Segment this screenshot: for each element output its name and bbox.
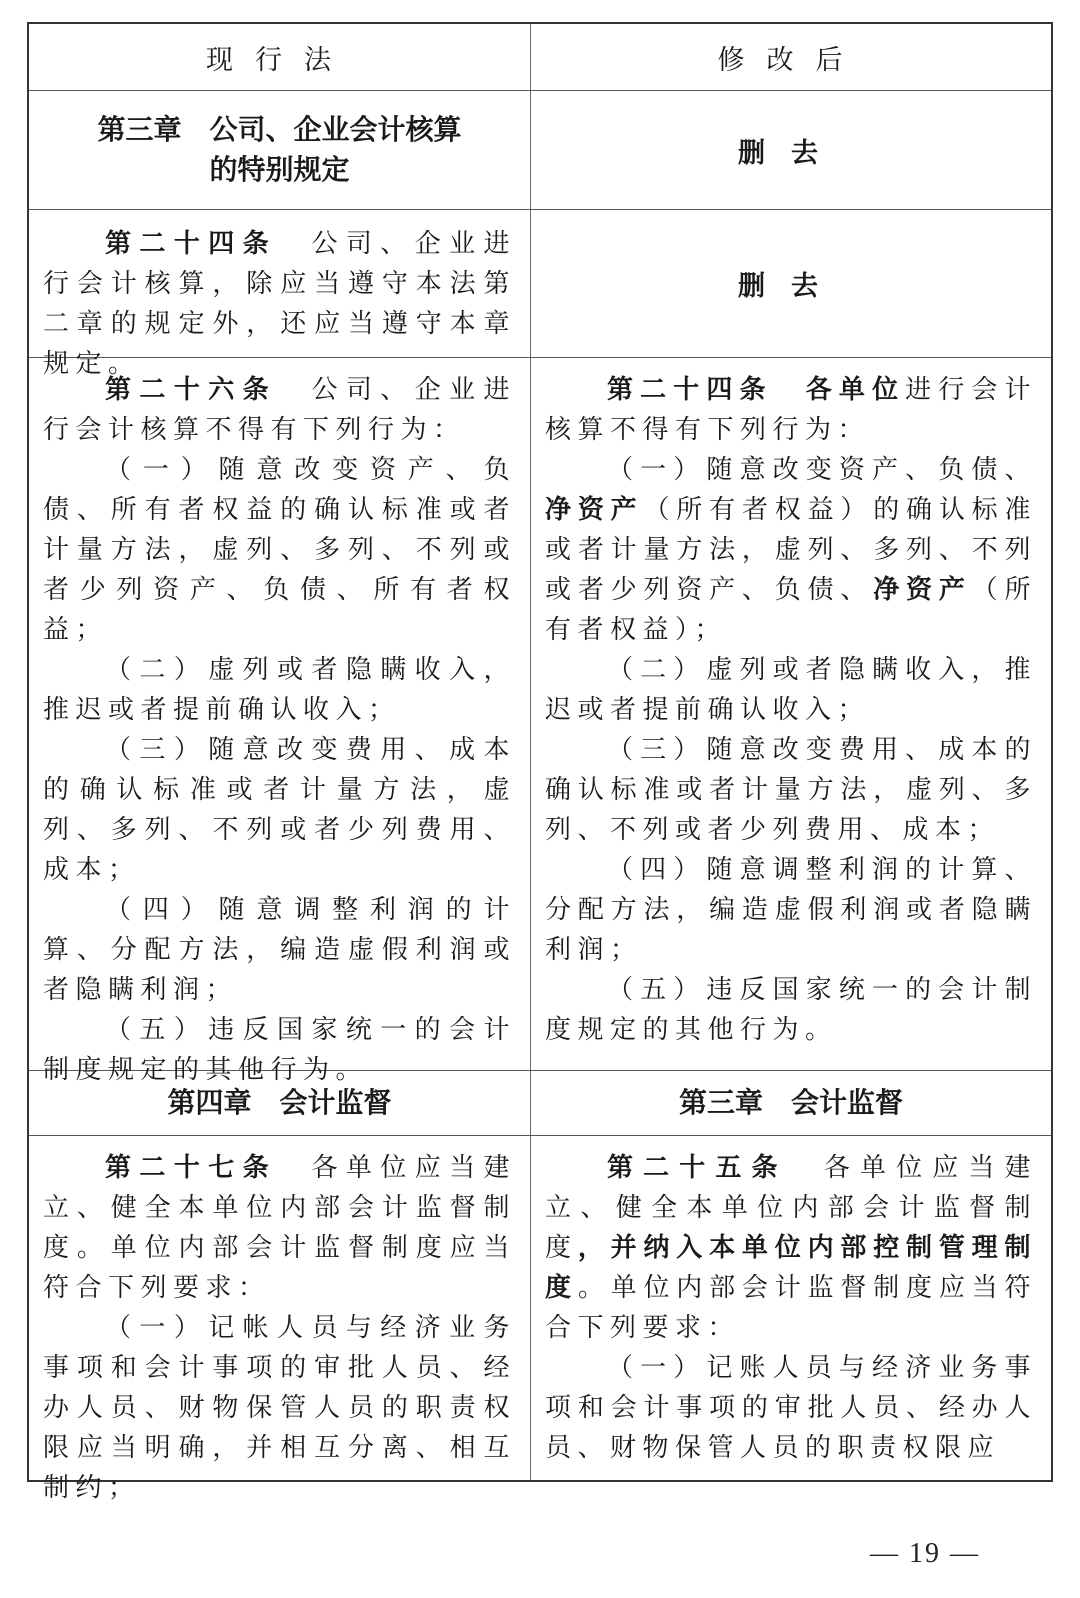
list-item: （五）违反国家统一的会计制度规定的其他行为。 (545, 975, 1037, 1045)
list-item: （二）虚列或者隐瞒收入，推迟或者提前确认收入； (545, 655, 1037, 725)
row-chapter-supervision (29, 1070, 1051, 1135)
article27-current: 第二十七条 各单位应当建立、健全本单位内部会计监督制度。单位内部会计监督制度应当符合下列要求： （一）记帐人员与经济业务事项和会计事项的审批人员、经办人员、财物保管人员的职责权限应当明确，并相互分离、相互制约； (29, 1136, 531, 1480)
row-chapter3 (29, 90, 1051, 209)
chapter4-title: 第四章 会计监督 (29, 1071, 531, 1135)
list-item: （五）违反国家统一的会计制度规定的其他行为。 (43, 1015, 517, 1085)
header-amended: 修改后 (717, 44, 865, 76)
chapter3-new-title: 第三章 会计监督 (679, 1086, 904, 1119)
list-item: （三）随意改变费用、成本的确认标准或者计量方法，虚列、多列、不列或者少列费用、成本； (43, 735, 517, 885)
header-current-law: 现行法 (29, 24, 531, 90)
row-article27 (29, 1135, 1051, 1503)
list-item: （四）随意调整利润的计算、分配方法，编造虚假利润或者隐瞒利润； (43, 895, 517, 1005)
comparison-table (27, 22, 1053, 1503)
article25-amended: 第二十五条 各单位应当建立、健全本单位内部会计监督制度，并纳入本单位内部控制管理制度。单位内部会计监督制度应当符合下列要求： （一）记账人员与经济业务事项和会计事项的审批人员、经办人员、财物保管人员的职责权限应 (531, 1136, 1051, 1480)
chapter3-deleted: 删去 (738, 137, 844, 169)
chapter3-title: 第三章 公司、企业会计核算 的特别规定 (29, 91, 531, 209)
list-item: （一）随意改变资产、负债、净资产（所有者权益）的确认标准或者计量方法，虚列、多列、不列或者少列资产、负债、净资产（所有者权益）； (545, 455, 1037, 645)
table-header-row (29, 24, 1051, 90)
list-item: （二）虚列或者隐瞒收入，推迟或者提前确认收入； (43, 655, 517, 725)
article26-current: 第二十六条 公司、企业进行会计核算不得有下列行为： （一）随意改变资产、负债、所有者权益的确认标准或者计量方法，虚列、多列、不列或者少列资产、负债、所有者权益； （二）虚列或者隐瞒收入，推迟或者提前确认收入； （三）随意改变费用、成本的确认标准或者计量方法，虚列、多列、不列或者少列费用、成本； （四）随意调整利润的计算、分配方法，编造虚假利润或者隐瞒利润； （五）违反国家统一的会计制度规定的其他行为。 (29, 358, 531, 1070)
article24-old-deleted: 删去 (738, 271, 844, 302)
article24-old-text: 第二十四条 公司、企业进行会计核算，除应当遵守本法第二章的规定外，还应当遵守本章规定。 (29, 210, 531, 357)
list-item: （一）记账人员与经济业务事项和会计事项的审批人员、经办人员、财物保管人员的职责权限应 (545, 1353, 1037, 1463)
article24-amended: 第二十四条 各单位进行会计核算不得有下列行为： （一）随意改变资产、负债、净资产（所有者权益）的确认标准或者计量方法，虚列、多列、不列或者少列资产、负债、净资产（所有者权益）； （二）虚列或者隐瞒收入，推迟或者提前确认收入； （三）随意改变费用、成本的确认标准或者计量方法，虚列、多列、不列或者少列费用、成本； （四）随意调整利润的计算、分配方法，编造虚假利润或者隐瞒利润； （五）违反国家统一的会计制度规定的其他行为。 (531, 358, 1051, 1070)
row-article24-old (29, 209, 1051, 379)
list-item: （一）随意改变资产、负债、所有者权益的确认标准或者计量方法，虚列、多列、不列或者少列资产、负债、所有者权益； (43, 455, 517, 645)
page-number: — 19 — (870, 1538, 980, 1569)
list-item: （四）随意调整利润的计算、分配方法，编造虚假利润或者隐瞒利润； (545, 855, 1037, 965)
list-item: （一）记帐人员与经济业务事项和会计事项的审批人员、经办人员、财物保管人员的职责权限应当明确，并相互分离、相互制约； (43, 1313, 517, 1503)
row-article26 (29, 357, 1051, 1085)
list-item: （三）随意改变费用、成本的确认标准或者计量方法，虚列、多列、不列或者少列费用、成本； (545, 735, 1037, 845)
